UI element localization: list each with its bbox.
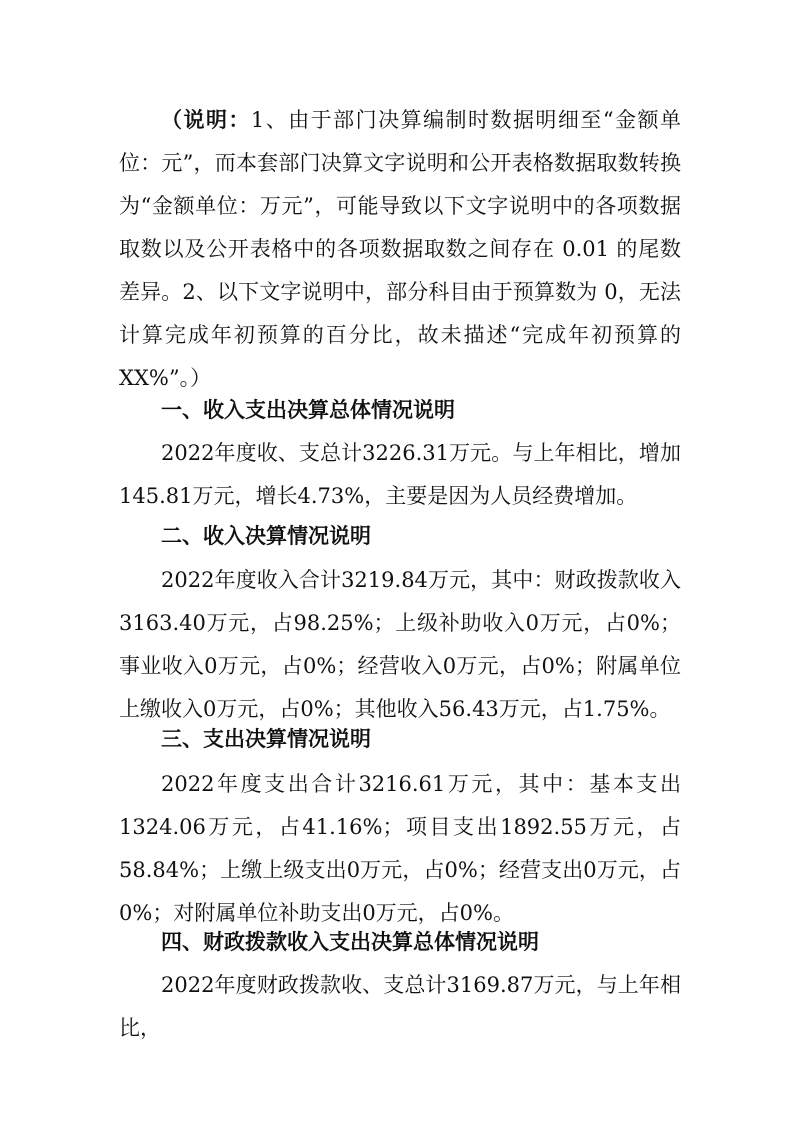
note-lead: （说明： — [161, 108, 251, 132]
section-body-3: 2022年度支出合计3216.61万元，其中：基本支出1324.06万元，占41.16%；项目支出1892.55万元，占58.84%；上缴上级支出0万元，占0%；经营支出0万元，占0%；对附属单位补助支出0万元，占0%。 — [119, 772, 681, 925]
note-paragraph — [119, 99, 681, 400]
section-body-1: 2022年度收、支总计3226.31万元。与上年相比，增加145.81万元，增长4.73%，主要是因为人员经费增加。 — [119, 441, 681, 508]
section-heading-1: 一、收入支出决算总体情况说明 — [161, 398, 455, 422]
section-heading-2: 二、收入决算情况说明 — [161, 524, 371, 548]
note-text: 1、由于部门决算编制时数据明细至“金额单位：元”，而本套部门决算文字说明和公开表格数据取数转换为“金额单位：万元”，可能导致以下文字说明中的各项数据取数以及公开表格中的各项数据取数之间存在 0.01 的尾数差异。2、以下文字说明中，部分科目由于预算数为 0，无法计算完成年初预算的百分比，故未描述“完成年初预算的 XX%”。） — [119, 108, 681, 390]
section-heading-4: 四、财政拨款收入支出决算总体情况说明 — [161, 930, 539, 954]
section-body-2: 2022年度收入合计3219.84万元，其中：财政拨款收入3163.40万元，占98.25%；上级补助收入0万元，占0%；事业收入0万元，占0%；经营收入0万元，占0%；附属单位上缴收入0万元，占0%；其他收入56.43万元，占1.75%。 — [119, 568, 681, 721]
section-heading-3: 三、支出决算情况说明 — [161, 727, 371, 751]
section-body-4: 2022年度财政拨款收、支总计3169.87万元，与上年相比， — [119, 973, 681, 1040]
